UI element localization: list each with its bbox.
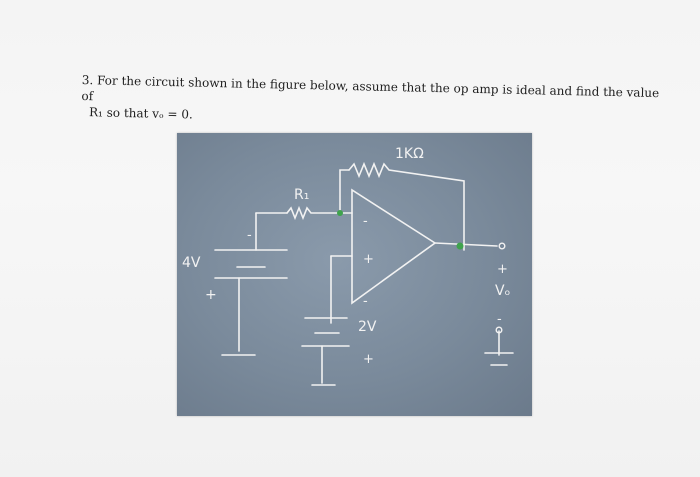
feedback-wire [340, 170, 349, 213]
left-source-label: 4V [182, 255, 201, 271]
output-label: Vₒ [495, 283, 511, 299]
problem-line-2: R₁ so that vₒ = 0. [88, 105, 193, 122]
problem-statement [81, 72, 662, 133]
left-source-plus: + [205, 287, 217, 303]
feedback-resistor-label: 1KΩ [395, 146, 424, 162]
right-source-label: 2V [358, 319, 377, 335]
output-wire [435, 243, 497, 246]
problem-number: 3. [81, 72, 94, 88]
problem-text-1: For the circuit shown in the figure below, assume that the op amp is ideal and find the value of [81, 73, 660, 104]
op-amp-minus-sign: - [363, 214, 368, 229]
feedback-resistor [349, 164, 464, 250]
circuit-diagram [177, 133, 532, 416]
output-node [457, 243, 464, 250]
right-source-plus: + [363, 352, 374, 367]
op-amp-triangle [352, 190, 435, 303]
output-terminal-top [499, 243, 505, 249]
circuit-photo [177, 133, 532, 416]
output-plus-sign: + [497, 262, 508, 277]
left-source-minus: - [247, 228, 252, 243]
input-resistor-label: R₁ [294, 187, 310, 203]
output-minus-sign: - [497, 312, 502, 327]
junction-node [337, 210, 343, 216]
right-source-minus: - [363, 294, 368, 309]
op-amp-plus-sign: + [363, 252, 374, 267]
